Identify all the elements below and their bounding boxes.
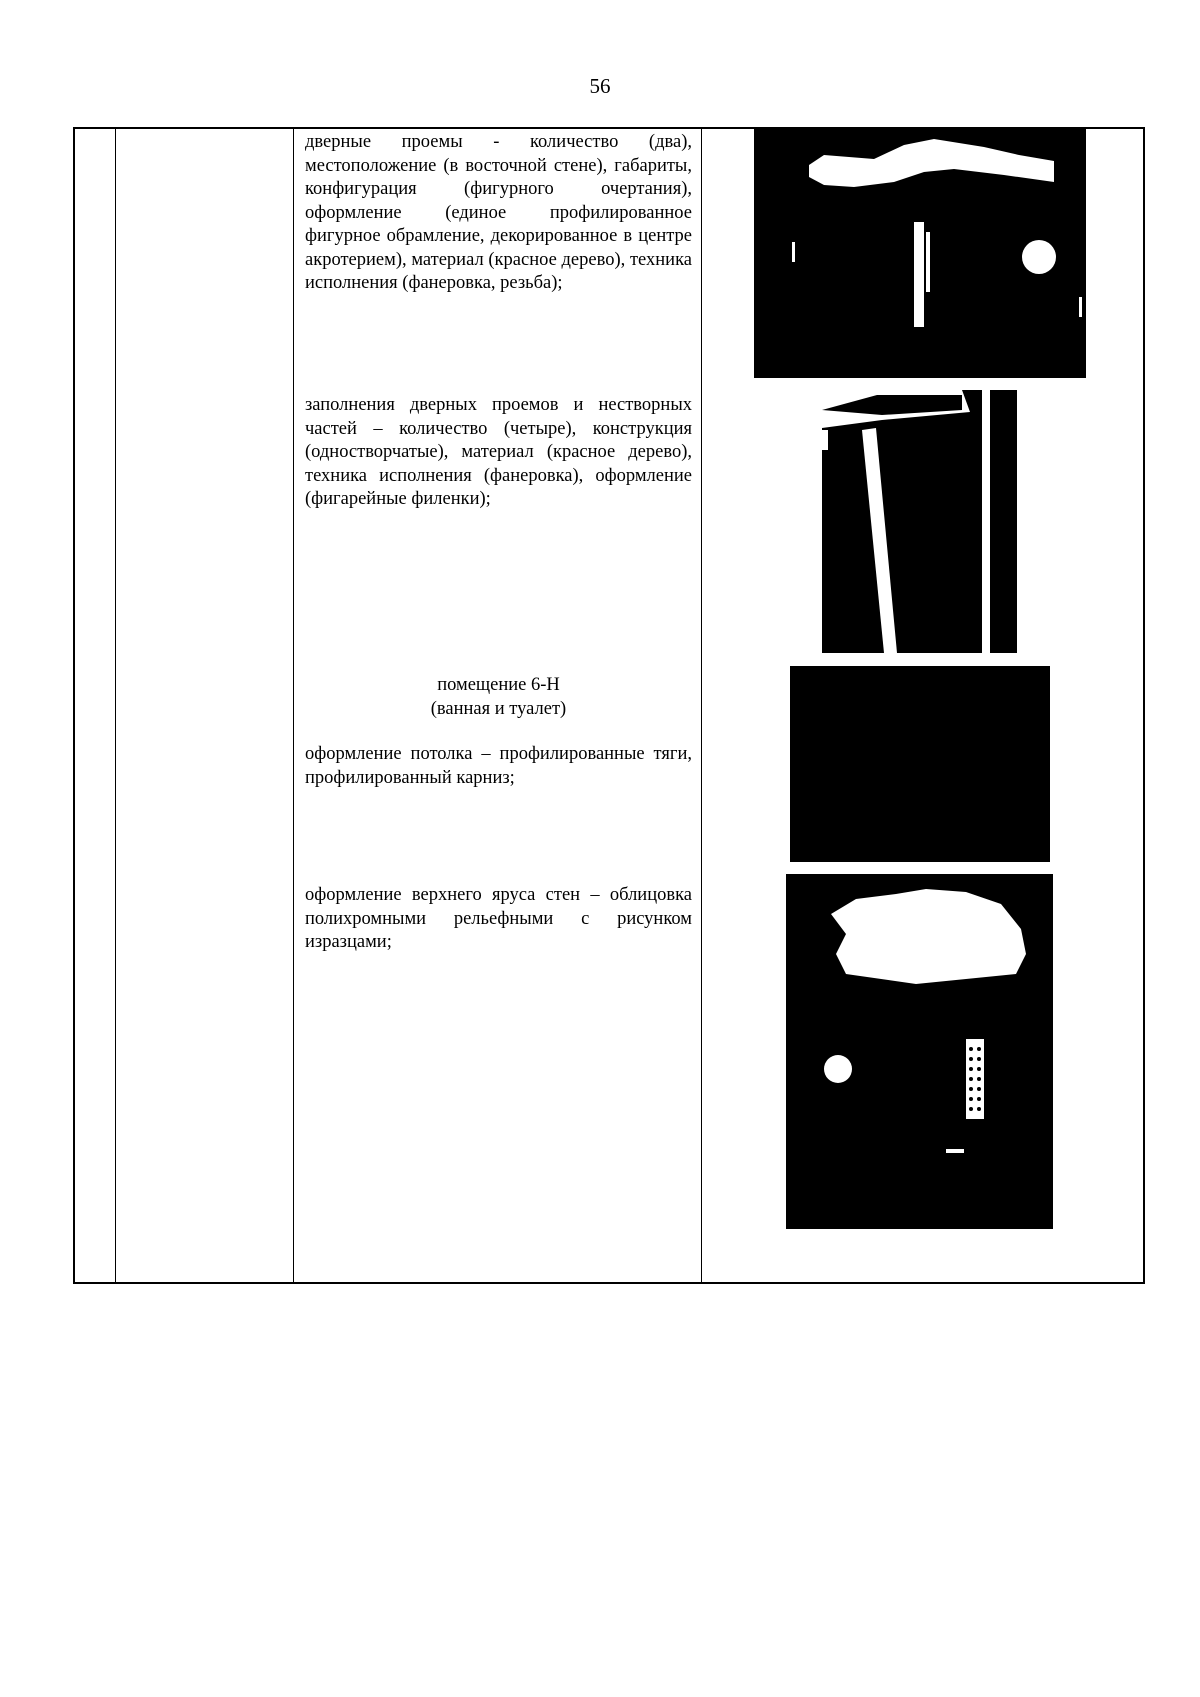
ceiling-photo: [790, 666, 1050, 862]
ceiling-description: оформление потолка – профилированные тяги, профилированный карниз;: [305, 744, 692, 788]
room-title: [305, 674, 692, 721]
column-divider-2: [293, 129, 294, 1282]
room-title-line1: помещение 6-Н: [437, 675, 560, 695]
door-leaf-description: заполнения дверных проемов и нестворных частей – количество (четыре), конструкция (одностворчатые), материал (красное дерево), техника исполнения (фанеровка), оформление (фигарейные филенки);: [305, 395, 692, 509]
wall-tiles-description: оформление верхнего яруса стен – облицовка полихромными рельефными с рисунком изразцами;: [305, 885, 692, 952]
doorway-description: дверные проемы - количество (два), местоположение (в восточной стене), габариты, конфигурация (фигурного очертания), оформление (единое профилированное фигурное обрамление, декорированное в центре акротерием), материал (красное дерево), техника исполнения (фанеровка, резьба);: [305, 132, 692, 293]
wall-tiles-photo: [786, 874, 1053, 1229]
page-number: 56: [589, 74, 611, 98]
column-divider-3: [701, 129, 702, 1282]
column-divider-1: [115, 129, 116, 1282]
doorway-photo: [754, 127, 1086, 378]
door-leaf-photo: [822, 390, 1017, 653]
room-title-line2: (ванная и туалет): [430, 698, 567, 719]
